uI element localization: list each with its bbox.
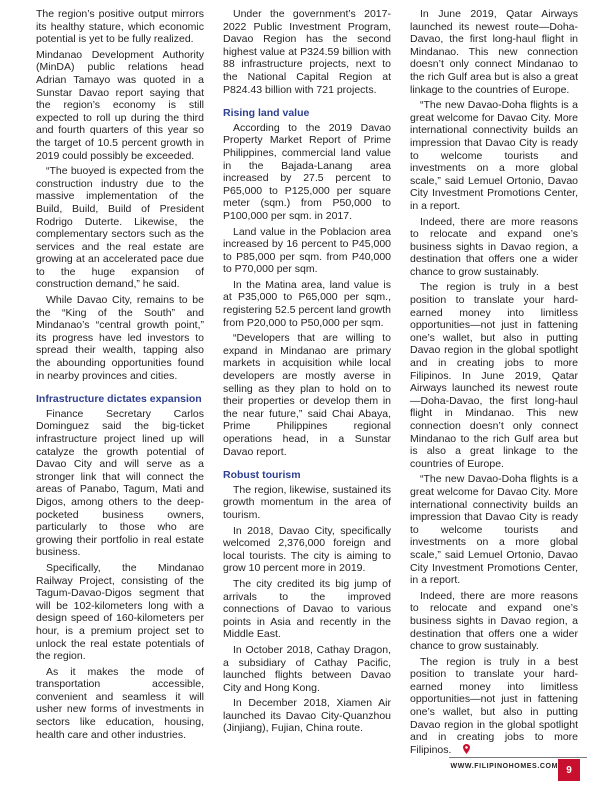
paragraph: “The new Davao-Doha flights is a great welcome for Davao City. More international connectivity builds an impression that Davao City is ready to welcome tourists and investments on a more global scale,” said Lemuel Ortonio, Davao City Investment Promotions Center, in a report. <box>410 99 578 212</box>
column-right <box>410 8 578 756</box>
paragraph: Under the government’s 2017-2022 Public Investment Program, Davao Region has the second highest value at P324.59 billion with 88 infrastructure projects, next to the National Capital Region at P824.43 billion with 721 projects. <box>223 8 391 96</box>
paragraph: In 2018, Davao City, specifically welcomed 2,376,000 foreign and local tourists. The city is aiming to grow 10 percent more in 2019. <box>223 524 391 575</box>
paragraph: Indeed, there are more reasons to relocate and expand one’s business sights in Davao region, a destination that offers one a wider chance to grow sustainably. <box>410 215 578 278</box>
section-heading-land-value: Rising land value <box>223 107 310 120</box>
paragraph: The region is truly in a best position to translate your hard-earned money into limitless opportunities—not just in fattening one’s wallet, but also in putting Davao region in the global spotlight and in creating jobs to more Filipinos. In June 2019, Qatar Airways launched its newest route—Doha-Davao, the first long-haul flight in Mindanao. This new connection doesn’t only connect Mindanao to the rich Gulf area but is also a great linkage to the countries of Europe. <box>410 281 578 470</box>
paragraph: As it makes the mode of transportation accessible, convenient and seamless it will usher new forms of investments in sectors like education, housing, health care and other industries. <box>36 665 204 741</box>
paragraph-last <box>410 656 578 758</box>
paragraph: “The new Davao-Doha flights is a great welcome for Davao City. More international connectivity builds an impression that Davao City is ready to welcome tourists and investments on a more global scale,” said Lemuel Ortonio, Davao City Investment Promotions Center, in a report. <box>410 473 578 587</box>
footer-rule <box>449 757 587 758</box>
paragraph: The region, likewise, sustained its growth momentum in the area of tourism. <box>223 483 391 521</box>
article-columns <box>36 8 578 756</box>
column-left <box>36 8 204 741</box>
paragraph-last-text: The region is truly in a best position to translate your hard-earned money into limitless opportunities—not just in fattening one’s wallet, but also in putting Davao region in the global spotlight and in creating jobs to more Filipinos. <box>410 655 578 756</box>
section-heading-infrastructure: Infrastructure dictates expansion <box>36 393 202 406</box>
paragraph: Mindanao Development Authority (MinDA) public relations head Adrian Tamayo was quoted in a Sunstar Davao report saying that the region’s economy is still expected to roll up during the third and fourth quarters of this year so the target of 10.5 percent growth in 2019 could possibly be exceeded. <box>36 48 204 162</box>
paragraph: While Davao City, remains to be the “King of the South” and Mindanao’s “central growth point,” its progress have led investors to spread their wealth, tapping also the abounding opportunities found in nearby provinces and cities. <box>36 294 204 382</box>
paragraph: Land value in the Poblacion area increased by 16 percent to P45,000 to P85,000 per sqm. from P40,000 to P70,000 per sqm. <box>223 225 391 276</box>
column-middle <box>223 8 391 738</box>
paragraph: Indeed, there are more reasons to relocate and expand one’s business sights in Davao region, a destination that offers one a wider chance to grow sustainably. <box>410 589 578 653</box>
paragraph: In the Matina area, land value is at P35,000 to P65,000 per sqm., registering 52.5 percent land growth from P20,000 to P50,000 per sqm. <box>223 278 391 329</box>
paragraph: The city credited its big jump of arrivals to the improved connections of Davao to various points in Asia and recently in the Middle East. <box>223 577 391 641</box>
paragraph: Finance Secretary Carlos Dominguez said the big-ticket infrastructure project lined up will catalyze the growth potential of Davao City and will serve as a stronger link that will connect the areas of Panabo, Tagum, Mati and Digos, among others to the deep-pocketed business owners, particularly to those who are growing their portfolio in real estate business. <box>36 407 204 559</box>
paragraph: In June 2019, Qatar Airways launched its newest route—Doha-Davao, the first long-haul flight in Mindanao. This new connection doesn’t only connect Mindanao to the rich Gulf area but is also a great linkage to the countries of Europe. <box>410 8 578 96</box>
paragraph: Specifically, the Mindanao Railway Project, consisting of the Tagum-Davao-Digos segment that will be 102-kilometers long with a design speed of 160-kilometers per hour, is a premium project set to unlock the real estate potentials of the region. <box>36 561 204 663</box>
paragraph: “The buoyed is expected from the construction industry due to the massive implementation of the Build, Build, Build of President Rodrigo Duterte. Likewise, the complementary sectors such as the services and the real estate are growing at an accelerated pace due to the huge expansion of construction demand,” he said. <box>36 165 204 291</box>
paragraph: The region’s positive output mirrors its healthy stature, which economic potential is yet to be fully realized. <box>36 8 204 46</box>
paragraph: According to the 2019 Davao Property Market Report of Prime Philippines, commercial land value in the Bajada-Lanang area increased by 27.5 percent to P65,000 to P125,000 per square meter (sqm.) from P50,000 to P100,000 per sqm. in 2017. <box>223 121 391 222</box>
page-number-badge: 9 <box>558 759 580 781</box>
footer-url[interactable]: WWW.FILIPINOHOMES.COM <box>450 763 558 770</box>
paragraph: “Developers that are willing to expand in Mindanao are primary markets in acquisition while local developers are mostly averse in selling as they plan to hold on to their properties or develop them in the near future,” said Chai Abaya, Prime Philippines regional operations head, in a Sunstar Davao report. <box>223 332 391 458</box>
paragraph: In December 2018, Xiamen Air launched its Davao City-Quanzhou (Jinjiang), Fujian, China route. <box>223 697 391 735</box>
section-heading-tourism: Robust tourism <box>223 469 301 482</box>
paragraph: In October 2018, Cathay Dragon, a subsidiary of Cathay Pacific, launched flights between Davao City and Hong Kong. <box>223 643 391 694</box>
location-pin-icon <box>453 744 470 758</box>
